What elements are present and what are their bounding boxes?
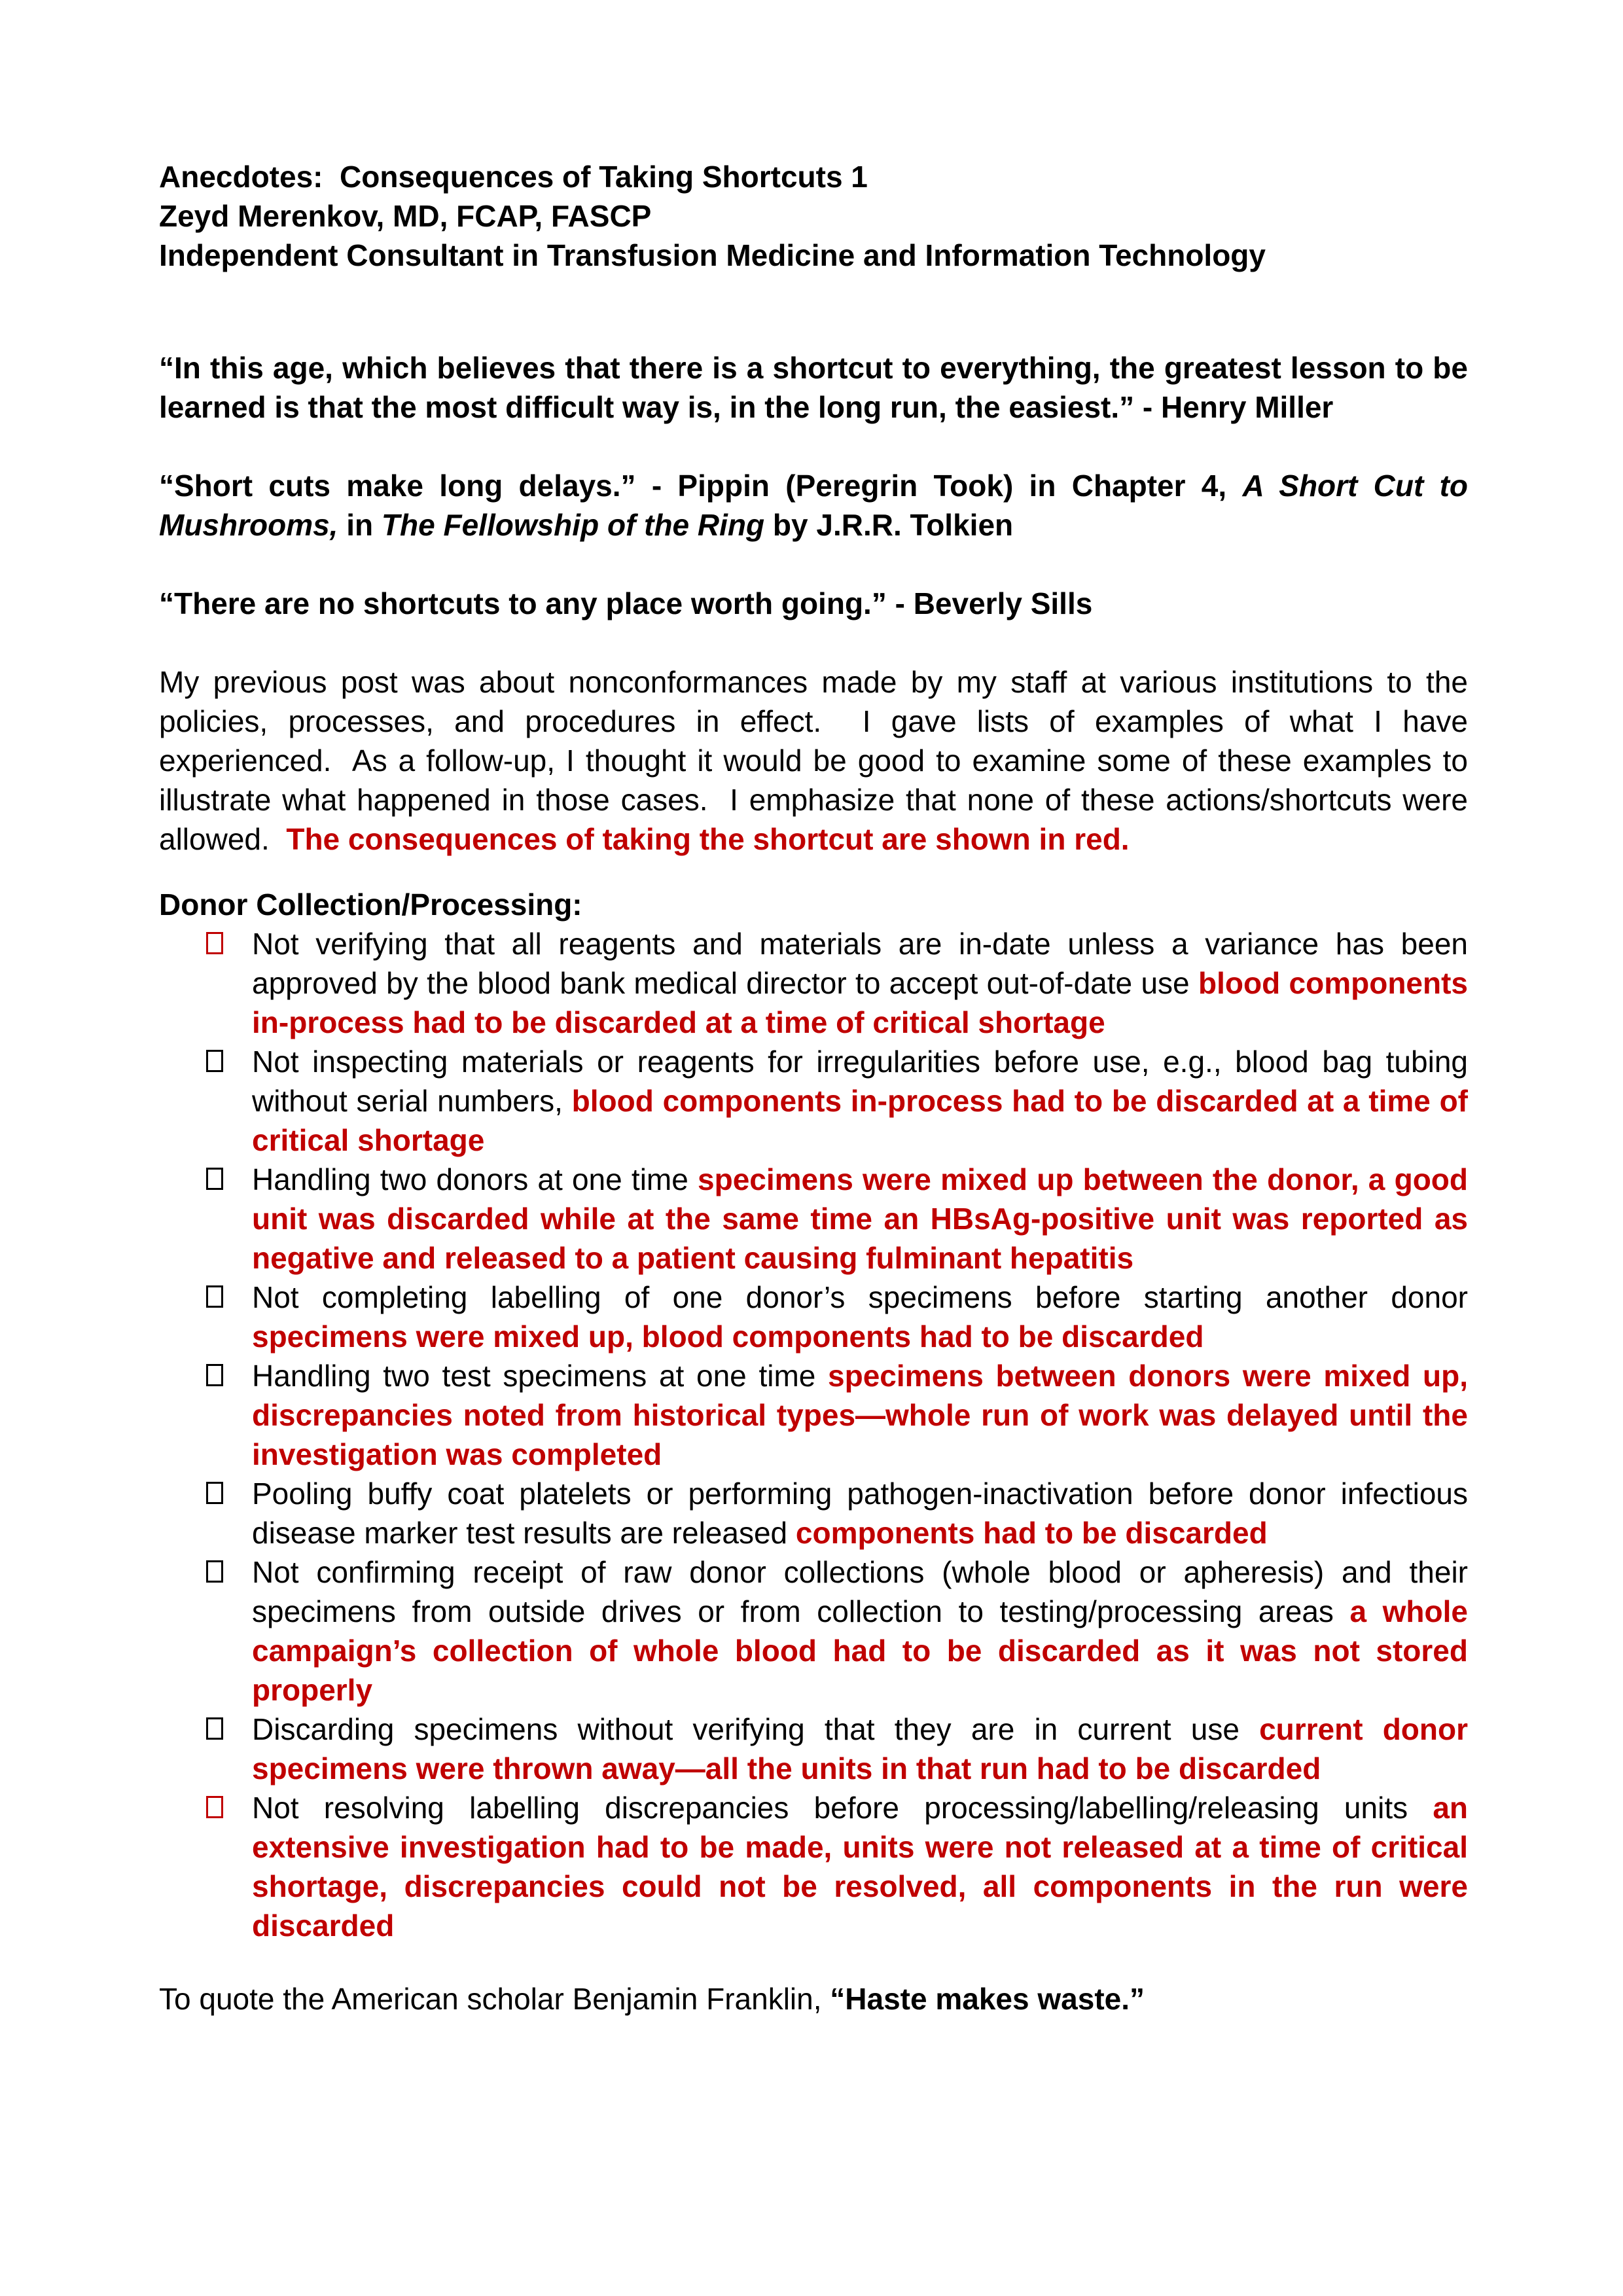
bullet-box-icon: [206, 1364, 223, 1386]
bullet-item-6: [159, 1474, 1468, 1552]
bullet-consequence: specimens were mixed up, blood components had to be discarded: [252, 1319, 1204, 1354]
intro-paragraph: [159, 662, 1468, 859]
bullet-text: Not inspecting materials or reagents for irregularities before use, e.g., blood bag tubing without serial numbers,: [252, 1045, 1468, 1118]
bullet-item-3: [159, 1160, 1468, 1278]
bullet-item-2: [159, 1042, 1468, 1160]
bullet-item-9: [159, 1788, 1468, 1945]
quote-tolkien: [159, 466, 1468, 545]
intro-text: My previous post was about nonconformances made by my staff at various institutions to the policies, processes, and procedures in effect. I gave lists of examples of what I have experienced. As a follow-up, I thought it would be good to examine some of these examples to illustrate what happened in those cases. I emphasize that none of these actions/shortcuts were allowed.: [159, 665, 1468, 856]
bullet-item-1: [159, 924, 1468, 1042]
bullet-list: [159, 924, 1468, 1945]
bullet-consequence: specimens between donors were mixed up, discrepancies noted from historical types—whole run of work was delayed until the investigation was completed: [252, 1359, 1469, 1471]
doc-author: Zeyd Merenkov, MD, FCAP, FASCP: [159, 199, 652, 233]
bullet-box-icon: [206, 932, 223, 954]
intro-red-note: The consequences of taking the shortcut are shown in red.: [286, 822, 1130, 856]
doc-title: Anecdotes: Consequences of Taking Shortcuts 1: [159, 160, 868, 194]
bullet-item-4: [159, 1278, 1468, 1356]
bullet-box-icon: [206, 1796, 223, 1818]
quote-tolkien-book-chapter: A Short Cut to Mushrooms,: [159, 469, 1468, 542]
bullet-consequence: components had to be discarded: [795, 1516, 1268, 1550]
bullet-item-8: [159, 1710, 1468, 1788]
bullet-box-icon: [206, 1482, 223, 1504]
bullet-text: Not confirming receipt of raw donor collections (whole blood or apheresis) and their specimens from outside drives or from collection to testing/processing areas: [252, 1555, 1468, 1628]
bullet-text: Handling two donors at one time: [252, 1162, 698, 1196]
bullet-box-icon: [206, 1717, 223, 1740]
bullet-text: Discarding specimens without verifying that they are in current use: [252, 1712, 1260, 1746]
quote-henry-miller: “In this age, which believes that there is a shortcut to everything, the greatest lesson to be learned is that the most difficult way is, in the long run, the easiest.” - Henry Miller: [159, 351, 1468, 424]
bullet-consequence: an extensive investigation had to be made, units were not released at a time of critical shortage, discrepancies could not be resolved, all components in the run were discarded: [252, 1791, 1468, 1943]
bullet-consequence: blood components in-process had to be discarded at a time of critical shortage: [252, 966, 1469, 1039]
bullet-text: Handling two test specimens at one time: [252, 1359, 829, 1393]
bullet-box-icon: [206, 1285, 223, 1308]
bullet-text: Pooling buffy coat platelets or performing pathogen-inactivation before donor infectious disease marker test results are released: [252, 1477, 1468, 1550]
section-heading: Donor Collection/Processing:: [159, 888, 582, 922]
closing-text: To quote the American scholar Benjamin Franklin,: [159, 1982, 830, 2016]
bullet-text: Not verifying that all reagents and materials are in-date unless a variance has been approved by the blood bank medical director to accept out-of-date use: [252, 927, 1468, 1000]
document-header: [159, 157, 1468, 275]
bullet-item-5: [159, 1356, 1468, 1474]
bullet-box-icon: [206, 1560, 223, 1583]
quote-tolkien-text: “Short cuts make long delays.” - Pippin (Peregrin Took) in Chapter 4,: [159, 469, 1243, 503]
doc-author-role: Independent Consultant in Transfusion Medicine and Information Technology: [159, 238, 1266, 272]
bullet-item-7: [159, 1552, 1468, 1710]
bullet-consequence: current donor specimens were thrown away—all the units in that run had to be discarded: [252, 1712, 1468, 1785]
closing-franklin-quote: “Haste makes waste.”: [830, 1982, 1145, 2016]
quote-tolkien-author: by J.R.R. Tolkien: [764, 508, 1014, 542]
quote-tolkien-connector: in: [338, 508, 382, 542]
quote-beverly-sills: “There are no shortcuts to any place worth going.” - Beverly Sills: [159, 586, 1093, 620]
bullet-consequence: blood components in-process had to be discarded at a time of critical shortage: [252, 1084, 1468, 1157]
bullet-text: Not resolving labelling discrepancies before processing/labelling/releasing units: [252, 1791, 1433, 1825]
bullet-box-icon: [206, 1050, 223, 1072]
closing-line: [159, 1979, 1468, 2018]
bullet-text: Not completing labelling of one donor’s specimens before starting another donor: [252, 1280, 1468, 1314]
quote-tolkien-book-title: The Fellowship of the Ring: [381, 508, 765, 542]
bullet-consequence: a whole campaign’s collection of whole blood had to be discarded as it was not stored properly: [252, 1594, 1468, 1707]
bullet-consequence: specimens were mixed up between the donor, a good unit was discarded while at the same time an HBsAg-positive unit was reported as negative and released to a patient causing fulminant hepatitis: [252, 1162, 1468, 1275]
bullet-box-icon: [206, 1168, 223, 1190]
